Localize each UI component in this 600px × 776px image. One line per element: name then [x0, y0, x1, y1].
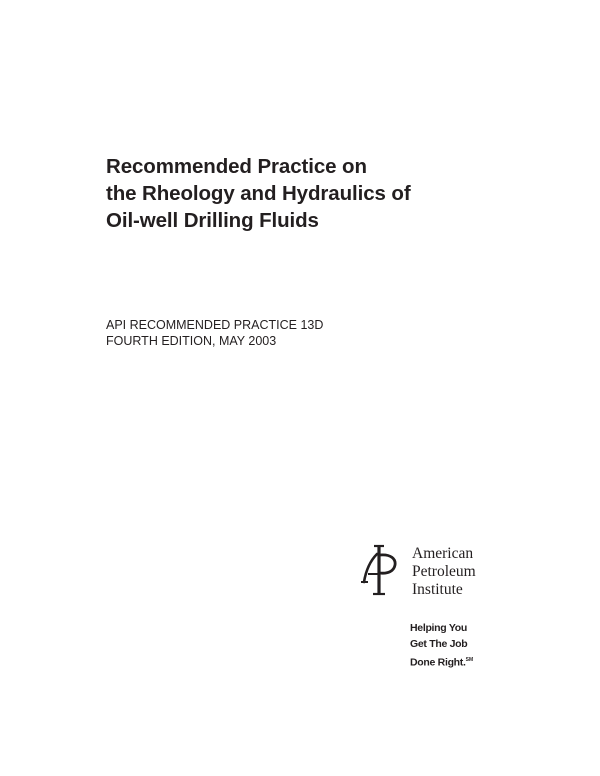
title-line-2: the Rheology and Hydraulics of [106, 182, 411, 205]
tagline-line-3-text: Done Right. [410, 656, 466, 669]
service-mark: SM [465, 657, 474, 663]
publisher-name-line-3: Institute [412, 581, 463, 598]
edition-date: FOURTH EDITION, MAY 2003 [106, 334, 277, 348]
api-monogram-icon [360, 544, 398, 596]
document-title [106, 153, 526, 234]
publisher-name-line-1: American [412, 545, 474, 562]
tagline-line-2: Get The Job [410, 638, 468, 650]
title-line-1: Recommended Practice on [106, 155, 367, 178]
publisher-name [412, 545, 562, 599]
publisher-name-line-2: Petroleum [412, 563, 476, 580]
title-line-3: Oil-well Drilling Fluids [106, 209, 319, 232]
tagline-line-1: Helping You [410, 622, 467, 634]
publisher-tagline [410, 620, 570, 671]
tagline-line-3 [410, 652, 570, 671]
standard-number: API RECOMMENDED PRACTICE 13D [106, 318, 324, 332]
document-designation [106, 317, 506, 349]
